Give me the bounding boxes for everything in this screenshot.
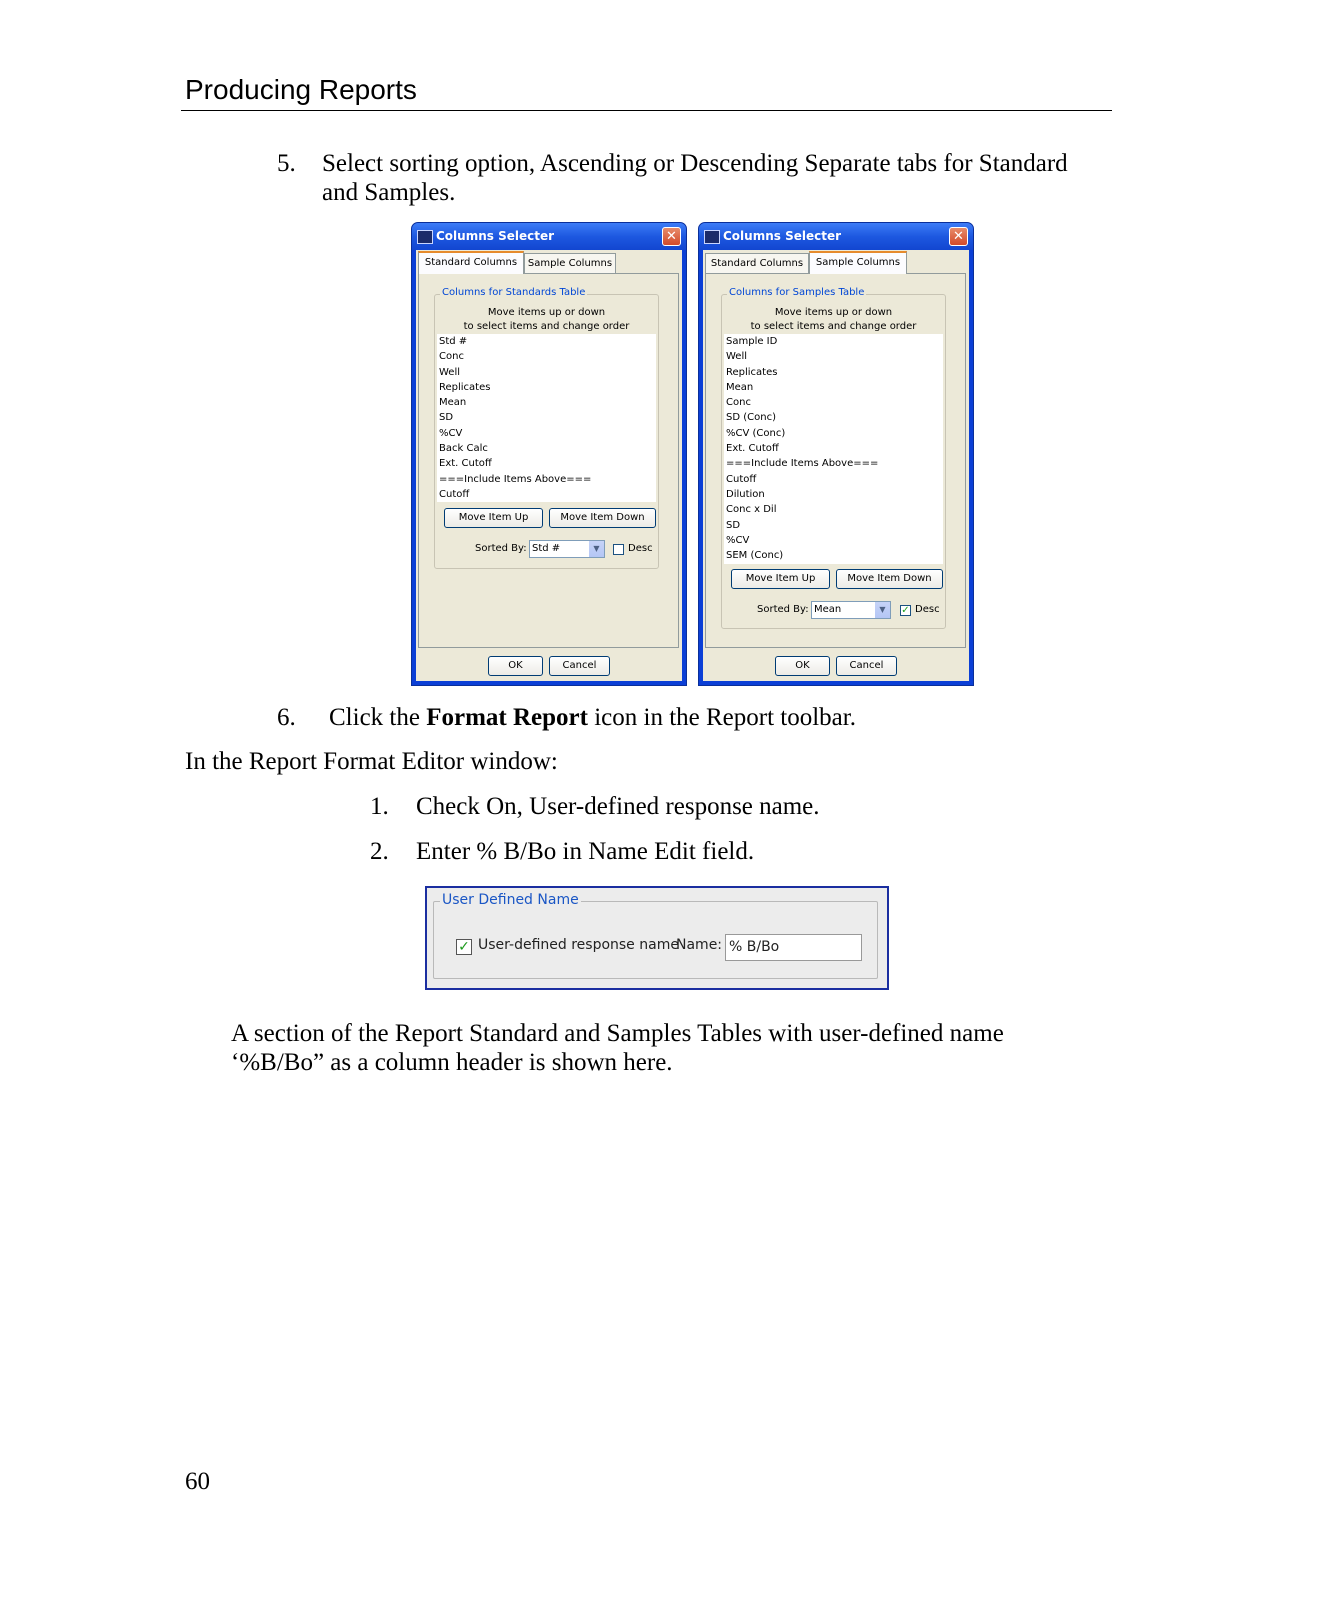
substep-2-text: Enter % B/Bo in Name Edit field. (416, 838, 755, 865)
list-item[interactable]: Back Calc (439, 443, 488, 455)
substep-1-text: Check On, User-defined response name. (416, 793, 820, 820)
dialog-client (416, 250, 682, 681)
list-item[interactable]: ===Include Items Above=== (726, 458, 879, 470)
step-6-pre: Click the (329, 704, 427, 731)
list-item[interactable]: Cutoff (439, 488, 470, 500)
sorted-by-label: Sorted By: (757, 604, 809, 615)
tab-standard-columns[interactable]: Standard Columns (705, 253, 809, 273)
page-header-title: Producing Reports (185, 74, 417, 105)
standards-group (434, 287, 659, 569)
list-item[interactable]: %CV (726, 534, 750, 546)
tab-pane (705, 273, 966, 648)
group-label: Columns for Standards Table (442, 287, 586, 298)
chevron-down-icon[interactable]: ▼ (589, 541, 604, 557)
substep-1-number: 1. (370, 793, 389, 820)
list-item[interactable]: Sample ID (726, 336, 778, 347)
step-5-line1: Select sorting option, Ascending or Descending Separate tabs for Standard (322, 150, 1068, 177)
header-rule (181, 110, 1112, 111)
list-item[interactable]: Ext. Cutoff (726, 443, 779, 455)
hint-line1: Move items up or down (774, 307, 893, 318)
tab-pane (418, 273, 679, 648)
title-bar (699, 223, 973, 250)
list-item[interactable]: Cutoff (726, 473, 757, 485)
step-5-line2: and Samples. (322, 179, 456, 206)
list-item[interactable]: Std # (439, 336, 468, 347)
step-6-text (329, 703, 856, 732)
dialog-title: Columns Selecter (436, 229, 555, 243)
desc-checkbox[interactable]: ✓ (901, 605, 910, 616)
list-item[interactable]: Well (439, 366, 461, 378)
columns-selector-dialog-standard (411, 222, 687, 686)
list-item[interactable]: Dilution (726, 488, 765, 500)
step-5-number: 5. (277, 150, 296, 177)
intro-text: In the Report Format Editor window: (185, 748, 558, 775)
standards-column-list[interactable] (437, 334, 656, 502)
name-input[interactable]: % B/Bo (725, 934, 862, 961)
desc-checkbox[interactable] (613, 544, 624, 555)
close-icon[interactable]: ✕ (949, 227, 968, 246)
chevron-down-icon[interactable]: ▼ (875, 602, 890, 618)
list-item[interactable]: Well (726, 351, 748, 363)
list-item[interactable]: SEM (Conc) (726, 550, 784, 562)
list-item[interactable]: Mean (726, 381, 754, 393)
list-item[interactable]: Mean (439, 397, 467, 409)
app-icon (704, 230, 720, 244)
app-icon (417, 230, 433, 244)
list-item[interactable]: SD (726, 519, 741, 531)
tab-standard-columns[interactable]: Standard Columns (418, 251, 524, 274)
sort-select-value: Std # (532, 543, 561, 554)
list-item[interactable]: ===Include Items Above=== (439, 473, 592, 485)
user-defined-checkbox-label: User-defined response name (478, 937, 679, 953)
user-defined-name-group (433, 892, 878, 979)
list-item[interactable]: SD (439, 412, 454, 424)
hint-line2: to select items and change order (463, 321, 630, 332)
ok-button[interactable]: OK (488, 656, 543, 676)
step-6-number: 6. (277, 704, 296, 731)
move-item-up-button[interactable]: Move Item Up (731, 569, 830, 589)
sort-select[interactable] (529, 540, 605, 558)
dialog-title: Columns Selecter (723, 229, 842, 243)
tab-sample-columns[interactable]: Sample Columns (524, 253, 616, 273)
ok-button[interactable]: OK (775, 656, 830, 676)
tab-sample-columns[interactable]: Sample Columns (809, 251, 907, 274)
group-label: User Defined Name (442, 892, 579, 908)
list-item[interactable]: Conc (726, 397, 751, 409)
move-item-down-button[interactable]: Move Item Down (836, 569, 943, 589)
hint-line2: to select items and change order (750, 321, 917, 332)
title-bar (412, 223, 686, 250)
hint-line1: Move items up or down (487, 307, 606, 318)
dialog-client (703, 250, 969, 681)
list-item[interactable]: Conc (439, 351, 464, 363)
list-item[interactable]: Conc x Dil (726, 504, 777, 516)
name-label: Name: (676, 937, 723, 953)
user-defined-name-panel (425, 886, 889, 990)
list-item[interactable]: Replicates (439, 381, 491, 393)
list-item[interactable]: Replicates (726, 366, 778, 378)
samples-group (721, 287, 946, 629)
list-item[interactable]: SD (Conc) (726, 412, 776, 424)
sort-select-value: Mean (814, 604, 842, 615)
sort-select[interactable] (811, 601, 891, 619)
cancel-button[interactable]: Cancel (836, 656, 897, 676)
sorted-by-label: Sorted By: (475, 543, 527, 554)
format-report-bold: Format Report (426, 704, 588, 731)
list-item[interactable]: %CV (439, 427, 463, 439)
samples-column-list[interactable] (724, 334, 943, 564)
columns-selector-dialog-samples (698, 222, 974, 686)
group-label: Columns for Samples Table (729, 287, 865, 298)
desc-label: Desc (628, 543, 653, 554)
move-item-up-button[interactable]: Move Item Up (444, 508, 543, 528)
closing-line2: ‘%B/Bo” as a column header is shown here. (231, 1049, 673, 1076)
list-item[interactable]: Ext. Cutoff (439, 458, 492, 470)
user-defined-checkbox[interactable]: ✓ (456, 939, 472, 955)
cancel-button[interactable]: Cancel (549, 656, 610, 676)
desc-label: Desc (915, 604, 940, 615)
close-icon[interactable]: ✕ (662, 227, 681, 246)
move-item-down-button[interactable]: Move Item Down (549, 508, 656, 528)
page-number: 60 (185, 1468, 210, 1495)
list-item[interactable]: %CV (Conc) (726, 427, 786, 439)
substep-2-number: 2. (370, 838, 389, 865)
step-6-post: icon in the Report toolbar. (587, 704, 856, 731)
closing-line1: A section of the Report Standard and Samples Tables with user-defined name (231, 1020, 1004, 1047)
